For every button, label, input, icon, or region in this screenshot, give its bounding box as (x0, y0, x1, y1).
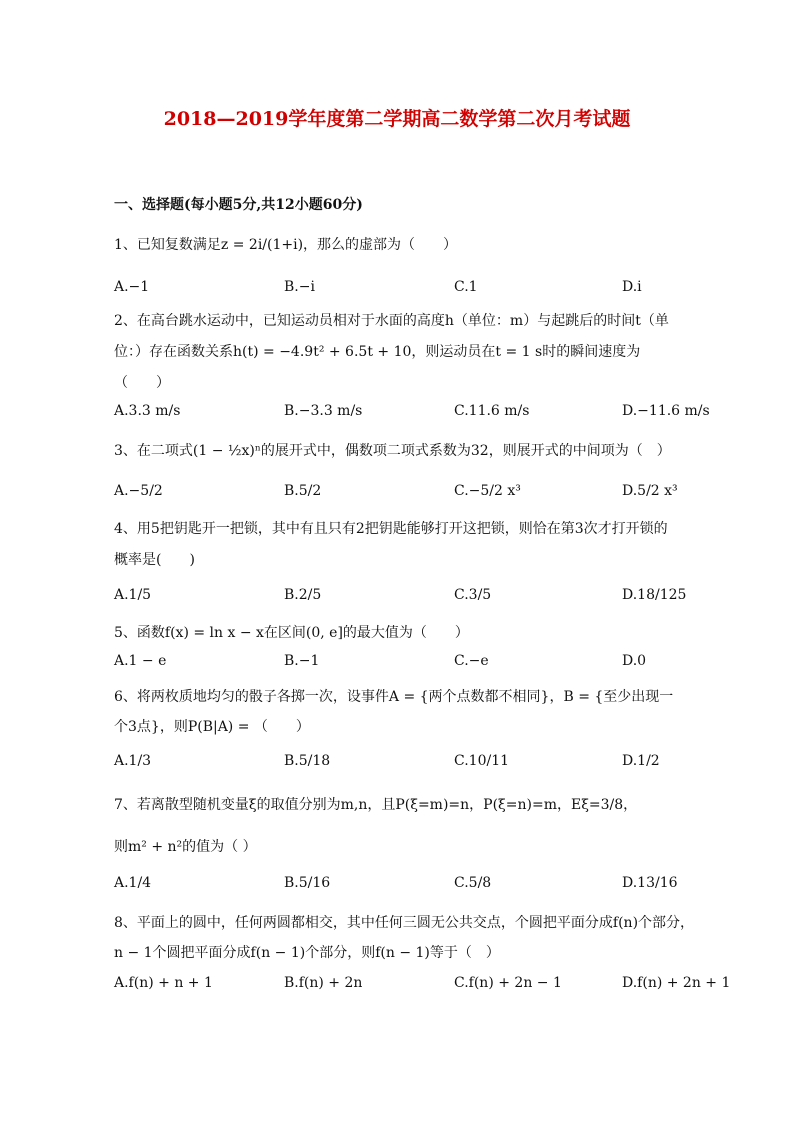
q8-options (114, 966, 754, 1000)
q2-option-c[interactable]: C.11.6 m/s (454, 403, 530, 419)
q1-options (114, 270, 754, 304)
q5-stem: 5、函数f(x) = ln x − x在区间(0, e]的最大值为（ ） (114, 625, 469, 641)
q7-option-b[interactable]: B.5/16 (284, 875, 331, 891)
q2-stem-line1: 2、在高台跳水运动中，已知运动员相对于水面的高度h（单位：m）与起跳后的时间t（单 (114, 313, 669, 329)
q1-option-a[interactable]: A.−1 (114, 279, 150, 295)
q4-option-c[interactable]: C.3/5 (454, 587, 492, 603)
q7-stem-line1: 7、若离散型随机变量ξ的取值分别为m,n，且P(ξ=m)=n，P(ξ=n)=m，Eξ=3/8， (114, 797, 638, 813)
q3-stem: 3、在二项式(1 − ½x)ⁿ的展开式中，偶数项二项式系数为32，则展开式的中间项为（ ） (114, 443, 671, 459)
q5-option-d[interactable]: D.0 (622, 653, 647, 669)
q7-option-a[interactable]: A.1/4 (114, 875, 152, 891)
q7-option-c[interactable]: C.5/8 (454, 875, 492, 891)
q8-option-c[interactable]: C.f(n) + 2n − 1 (454, 975, 562, 991)
q3-option-d[interactable]: D.5/2 x³ (622, 483, 678, 499)
q2-option-a[interactable]: A.3.3 m/s (114, 403, 181, 419)
q7-stem-line2: 则m² + n²的值为（ ） (114, 839, 257, 855)
q6-stem-line1: 6、将两枚质地均匀的骰子各掷一次，设事件A = {两个点数都不相同}，B = {至少出现一 (114, 689, 674, 705)
section-heading: 一、选择题(每小题5分,共12小题60分) (114, 197, 363, 213)
q6-option-d[interactable]: D.1/2 (622, 753, 660, 769)
q1-option-d[interactable]: D.i (622, 279, 642, 295)
q8-option-a[interactable]: A.f(n) + n + 1 (114, 975, 213, 991)
q4-option-b[interactable]: B.2/5 (284, 587, 322, 603)
exam-title: 2018—2019学年度第二学期高二数学第二次月考试题 (163, 108, 631, 130)
q4-stem-line1: 4、用5把钥匙开一把锁，其中有且只有2把钥匙能够打开这把锁，则恰在第3次才打开锁的 (114, 521, 668, 537)
q2-option-b[interactable]: B.−3.3 m/s (284, 403, 363, 419)
q3-option-a[interactable]: A.−5/2 (114, 483, 163, 499)
q3-option-b[interactable]: B.5/2 (284, 483, 322, 499)
q4-option-d[interactable]: D.18/125 (622, 587, 687, 603)
q4-option-a[interactable]: A.1/5 (114, 587, 152, 603)
q1-option-b[interactable]: B.−i (284, 279, 315, 295)
q8-stem-line2: n − 1个圆把平面分成f(n − 1)个部分，则f(n − 1)等于（ ） (114, 945, 500, 961)
q2-stem-line2: 位：）存在函数关系h(t) = −4.9t² + 6.5t + 10，则运动员在t = 1 s时的瞬间速度为 (114, 344, 641, 360)
q3-options (114, 474, 754, 508)
q5-option-a[interactable]: A.1 − e (114, 653, 167, 669)
q6-stem-line2: 个3点}，则P(B|A) = （ ） (114, 719, 310, 735)
q2-option-d[interactable]: D.−11.6 m/s (622, 403, 710, 419)
q6-options (114, 744, 754, 778)
q1-option-c[interactable]: C.1 (454, 279, 478, 295)
q7-option-d[interactable]: D.13/16 (622, 875, 678, 891)
q3-option-c[interactable]: C.−5/2 x³ (454, 483, 521, 499)
q6-option-b[interactable]: B.5/18 (284, 753, 331, 769)
q2-options (114, 394, 754, 428)
q5-option-b[interactable]: B.−1 (284, 653, 320, 669)
q4-options (114, 578, 754, 612)
q8-stem-line1: 8、平面上的圆中，任何两圆都相交，其中任何三圆无公共交点，个圆把平面分成f(n)个部分， (114, 915, 695, 931)
q8-option-b[interactable]: B.f(n) + 2n (284, 975, 363, 991)
q6-option-c[interactable]: C.10/11 (454, 753, 510, 769)
q8-option-d[interactable]: D.f(n) + 2n + 1 (622, 975, 731, 991)
q6-option-a[interactable]: A.1/3 (114, 753, 152, 769)
q1-stem: 1、已知复数满足z = 2i/(1+i)，那么的虚部为（ ） (114, 237, 458, 253)
q4-stem-line2: 概率是( ) (114, 552, 195, 568)
q5-options (114, 644, 754, 678)
q5-option-c[interactable]: C.−e (454, 653, 489, 669)
q2-stem-line3: （ ） (114, 375, 170, 391)
q7-options (114, 866, 754, 900)
